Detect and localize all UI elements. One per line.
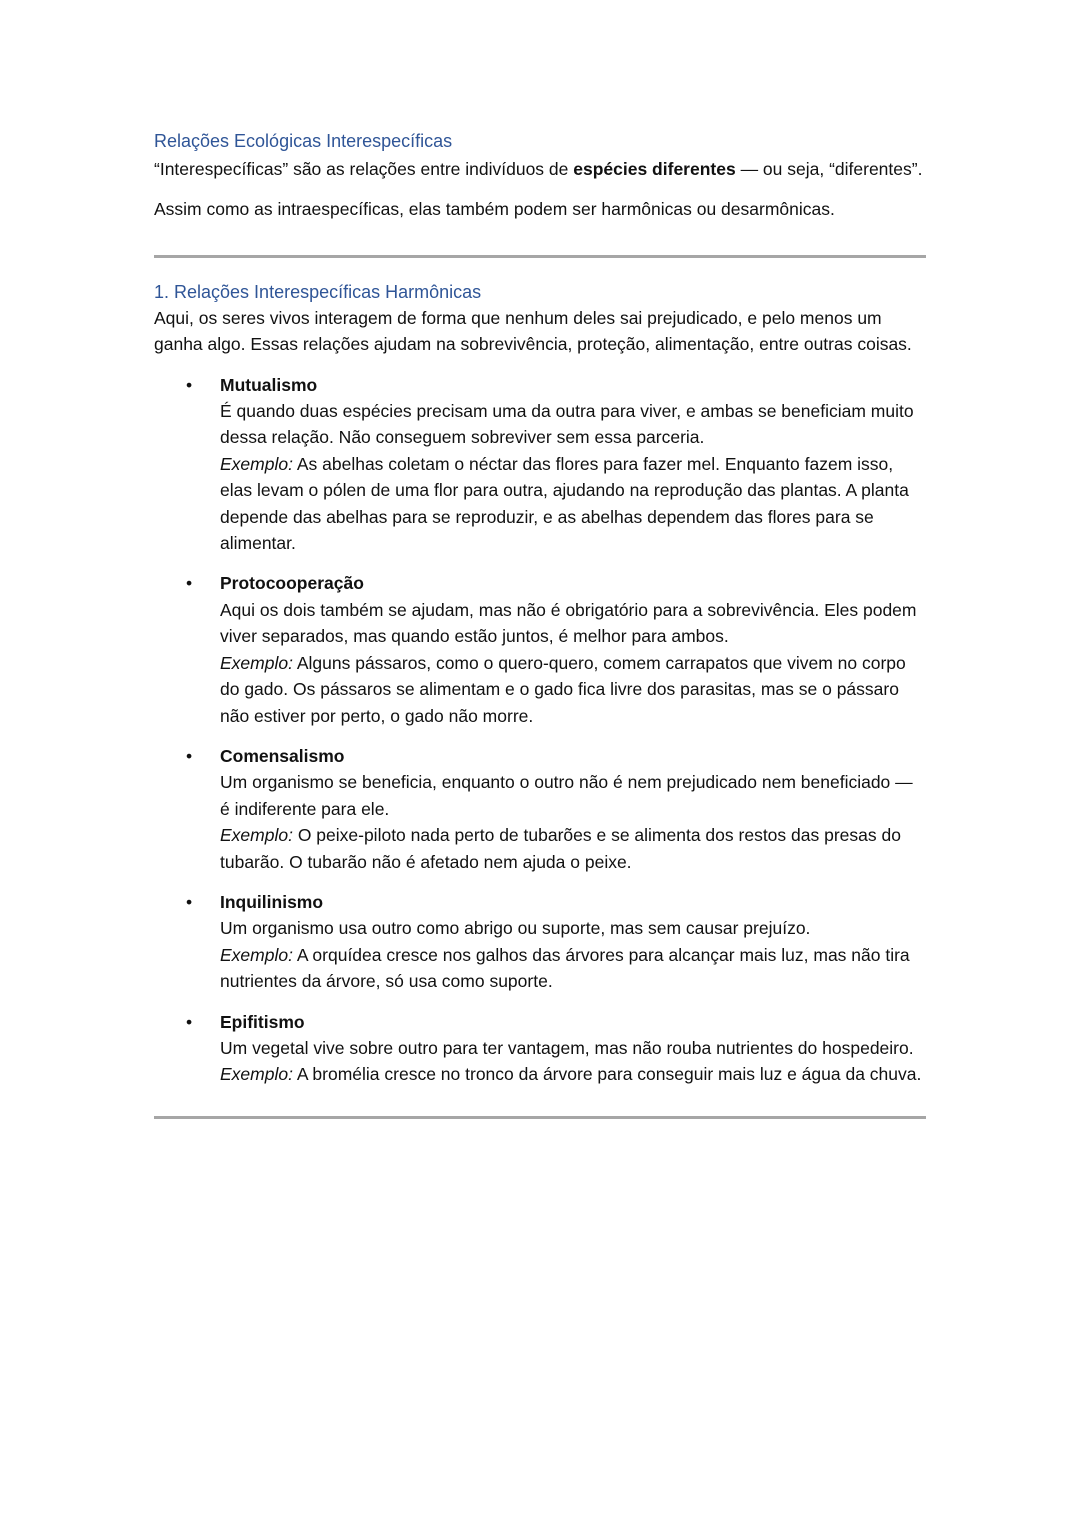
example-label: Exemplo: [220,1064,293,1085]
intro-paragraph-2: Assim como as intraespecíficas, elas também podem ser harmônicas ou desarmônicas. [154,199,835,220]
item-example [220,822,926,875]
example-text: As abelhas coletam o néctar das flores para fazer mel. Enquanto fazem isso, elas levam o pólen de uma flor para outra, ajudando na reprodução das plantas. A planta depende das abelhas para se reproduzir, e as abelhas dependem das flores para se alimentar. [220,453,909,554]
example-text: A orquídea cresce nos galhos das árvores para alcançar mais luz, mas não tira nutrientes da árvore, só usa como suporte. [220,944,910,992]
bullet-icon: • [186,891,193,912]
item-definition: Um organismo se beneficia, enquanto o outro não é nem prejudicado nem beneficiado — é indiferente para ele. [220,772,913,819]
item-definition: Um vegetal vive sobre outro para ter vantagem, mas não rouba nutrientes do hospedeiro. [220,1037,914,1058]
item-example [220,942,926,995]
relations-list [154,372,926,1088]
list-item-mutualismo [154,372,926,557]
bullet-icon: • [186,1011,193,1032]
list-item-comensalismo [154,743,926,875]
item-example [220,1061,926,1087]
item-title: Inquilinismo [220,891,324,912]
section-divider [154,255,926,258]
intro-paragraph [154,156,926,182]
item-definition: Aqui os dois também se ajudam, mas não é obrigatório para a sobrevivência. Eles podem viver separados, mas quando estão juntos, é melhor para ambos. [220,599,917,647]
item-title: Protocooperação [220,573,364,594]
example-label: Exemplo: [220,453,293,474]
section-divider-bottom [154,1116,926,1119]
list-item-protocooperacao [154,570,926,728]
document-page [154,128,926,1119]
example-text: A bromélia cresce no tronco da árvore para conseguir mais luz e água da chuva. [292,1064,922,1085]
intro-bold-text: espécies diferentes [573,159,736,179]
example-text: Alguns pássaros, como o quero-quero, comem carrapatos que vivem no corpo do gado. Os pássaros se alimentam e o gado fica livre dos parasitas, mas se o pássaro não estiver por perto, o gado não morre. [220,652,906,726]
item-definition: Um organismo usa outro como abrigo ou suporte, mas sem causar prejuízo. [220,918,811,939]
bullet-icon: • [186,745,193,766]
section-description: Aqui, os seres vivos interagem de forma que nenhum deles sai prejudicado, e pelo menos um ganha algo. Essas relações ajudam na sobrevivência, proteção, alimentação, entre outras coisas. [154,307,912,355]
example-label: Exemplo: [220,825,293,846]
intro-text-2: — ou seja, “diferentes”. [735,159,923,179]
item-title: Comensalismo [220,745,345,766]
section-heading: 1. Relações Interespecíficas Harmônicas [154,281,482,302]
bullet-icon: • [186,374,193,395]
document-title: Relações Ecológicas Interespecíficas [154,131,453,151]
list-item-epifitismo [154,1009,926,1088]
example-text: O peixe-piloto nada perto de tubarões e se alimenta dos restos das presas do tubarão. O tubarão não é afetado nem ajuda o peixe. [220,825,901,872]
item-title: Mutualismo [220,374,318,395]
example-label: Exemplo: [220,652,293,673]
item-definition: É quando duas espécies precisam uma da outra para viver, e ambas se beneficiam muito dessa relação. Não conseguem sobreviver sem essa parceria. [220,401,914,448]
example-label: Exemplo: [220,944,293,965]
intro-text-1: “Interespecíficas” são as relações entre indivíduos de [154,159,574,179]
bullet-icon: • [186,573,193,594]
item-example [220,650,926,729]
item-title: Epifitismo [220,1011,305,1032]
item-example [220,451,926,557]
list-item-inquilinismo [154,889,926,995]
